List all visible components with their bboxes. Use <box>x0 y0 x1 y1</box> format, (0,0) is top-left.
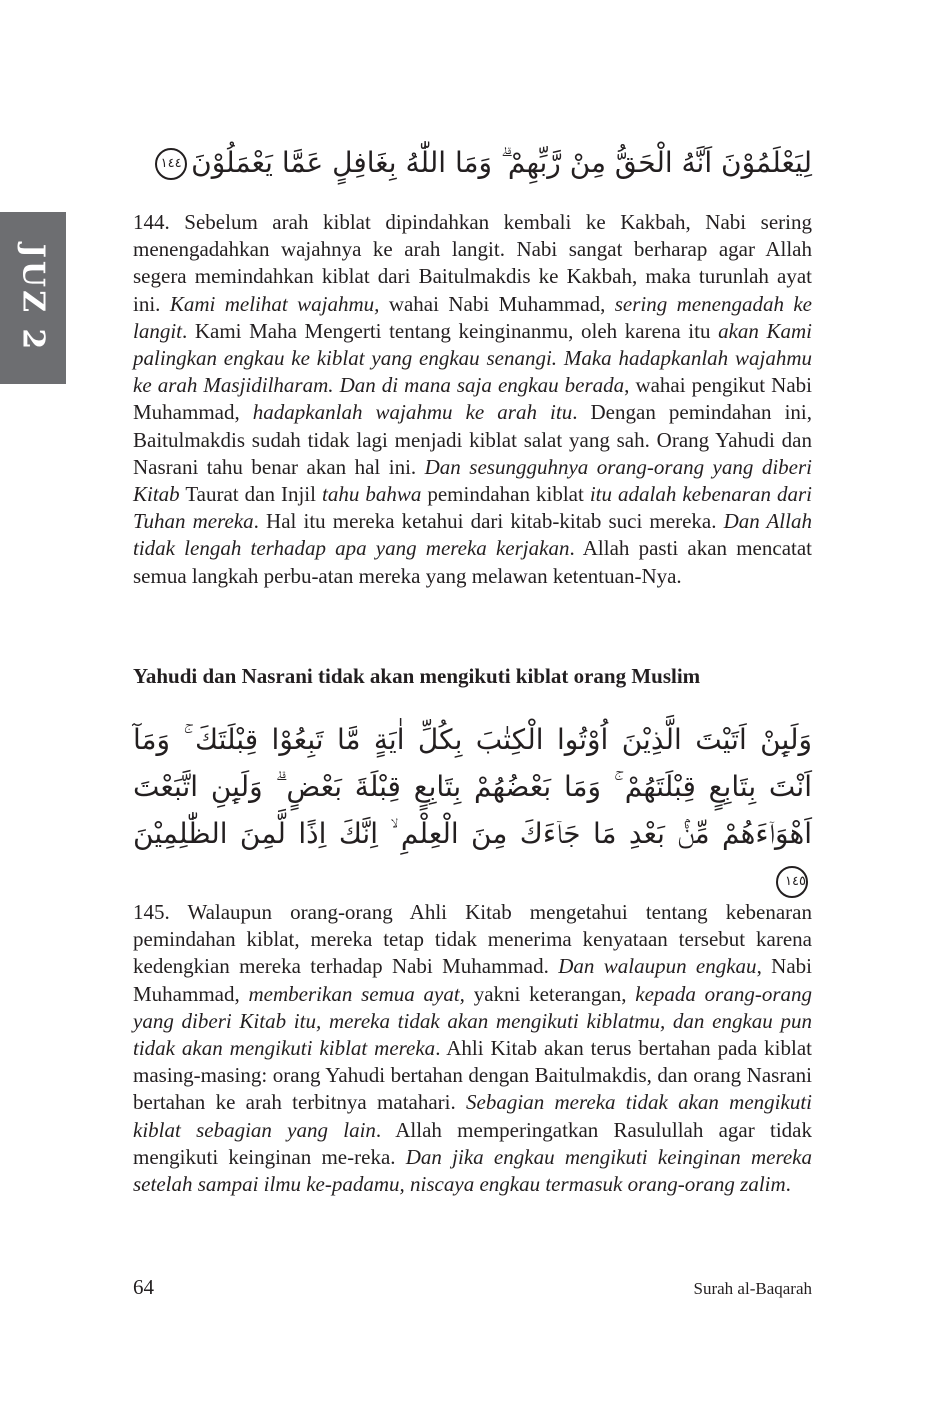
commentary-paragraph-145 <box>133 899 812 1198</box>
juz-label: JUZ 2 <box>15 243 51 353</box>
text-run: . Kami Maha Mengerti tentang keinginanmu, oleh karena itu <box>182 318 719 343</box>
commentary-paragraph-144 <box>133 209 812 590</box>
text-run: . Allah memperingatkan Rasulullah agar tidak mengikuti keinginan me-reka. <box>133 1117 812 1169</box>
text-run: . Ahli Kitab akan terus bertahan pada kiblat masing-masing: orang Yahudi bertahan dengan Baitulmakdis, dan orang Nasrani bertahan ke arah terbitnya matahari. <box>133 1036 812 1115</box>
text-run: . Hal itu mereka ketahui dari kitab-kitab suci mereka. <box>253 509 724 534</box>
italic-quran-translation-run: Sebagian mereka tidak akan mengikuti kiblat sebagian yang lain <box>133 1090 812 1142</box>
text-run: yakni keterangan, <box>464 981 636 1006</box>
ayah-145 <box>133 716 812 904</box>
page-number: 64 <box>133 1275 154 1299</box>
section-heading: Yahudi dan Nasrani tidak akan mengikuti kiblat orang Muslim <box>133 664 701 688</box>
ayah-144-text: لِيَعْلَمُوْنَ اَنَّهُ الْحَقُّ مِنْ رَّبِّهِمْ ۗ وَمَا اللّٰهُ بِغَافِلٍ عَمَّا يَعْمَلُوْنَ <box>191 146 812 179</box>
text-run: , Nabi Muhammad, <box>133 954 812 1006</box>
italic-quran-translation-run: itu adalah kebenaran dari Tuhan mereka <box>133 482 812 534</box>
text-run: . Dengan pemindahan ini, Baitulmakdis sudah tidak lagi menjadi kiblat salat yang sah. Orang Yahudi dan Nasrani tahu benar akan hal ini. <box>133 400 812 479</box>
text-run: . Allah pasti akan mencatat semua langkah perbu-atan mereka yang melawan ketentuan-Nya. <box>133 536 813 588</box>
text-run: pemindahan kiblat <box>421 482 590 507</box>
italic-quran-translation-run: Dan walaupun engkau <box>558 954 757 979</box>
text-run: 145. Walaupun orang-orang Ahli Kitab mengetahui tentang kebenaran pemindahan kiblat, mereka tetap tidak menerima kenyataan tersebut karena kedengkian mereka terhadap Nabi Muhammad. <box>133 900 812 979</box>
ayah-144-ending <box>160 140 812 186</box>
italic-quran-translation-run: Dan sesungguhnya orang-orang yang diberi Kitab <box>133 454 812 507</box>
text-run: Taurat dan Injil <box>179 482 322 507</box>
italic-quran-translation-run: tahu bahwa <box>321 482 422 507</box>
text-run: , wahai pengikut Nabi Muhammad, <box>133 373 813 425</box>
ayah-number-marker: ١٤٥ <box>776 866 808 898</box>
text-run: 144. Sebelum arah kiblat dipindahkan kembali ke Kakbah, Nabi sering menengadahkan wajahnya ke arah langit. Nabi sangat berharap agar Allah segera memindahkan kiblat dari Baitulmakdis ke Kakbah, maka turunlah ayat ini. <box>133 210 812 316</box>
italic-quran-translation-run: kepada orang-orang yang diberi Kitab itu, mereka tidak akan mengikuti kiblatmu, dan engkau pun tidak akan mengikuti kiblat mereka <box>133 981 812 1061</box>
text-run: . <box>785 1172 791 1197</box>
ayah-145-text: وَلَىِٕنْ اَتَيْتَ الَّذِيْنَ اُوْتُوا الْكِتٰبَ بِكُلِّ اٰيَةٍ مَّا تَبِعُوْا قِبْلَتَكَ ۚ وَمَآ اَنْتَ بِتَابِعٍ قِبْلَتَهُمْ ۚ وَمَا بَعْضُهُمْ بِتَابِعٍ قِبْلَةَ بَعْضٍ ۗ وَلَىِٕنِ اتَّبَعْتَ اَهْوَاۤءَهُمْ مِّنْۢ بَعْدِ مَا جَاۤءَكَ مِنَ الْعِلْمِ ۙ اِنَّكَ اِذًا لَّمِنَ الظّٰلِمِيْنَ <box>133 723 812 850</box>
italic-quran-translation-run: akan Kami palingkan engkau ke kiblat yang engkau senangi. Maka hadapkanlah wajahmu ke arah Masjidilharam. Dan di mana saja engkau berada <box>133 318 813 398</box>
ayah-number-marker: ١٤٤ <box>155 148 187 180</box>
italic-quran-translation-run: memberikan semua ayat, <box>248 981 465 1006</box>
juz-side-tab <box>0 212 66 384</box>
italic-quran-translation-run: Kami melihat wajahmu, <box>169 291 380 316</box>
italic-quran-translation-run: Dan Allah tidak lengah terhadap apa yang mereka kerjakan <box>133 509 812 561</box>
italic-quran-translation-run: sering menengadah ke langit <box>133 291 812 343</box>
text-run: wahai Nabi Muhammad, <box>379 291 615 316</box>
italic-quran-translation-run: hadapkanlah wajahmu ke arah itu <box>252 400 573 425</box>
italic-quran-translation-run: Dan jika engkau mengikuti keinginan mereka setelah sampai ilmu ke-padamu, niscaya engkau termasuk orang-orang zalim <box>133 1144 812 1197</box>
running-footer-title: Surah al-Baqarah <box>693 1279 812 1298</box>
